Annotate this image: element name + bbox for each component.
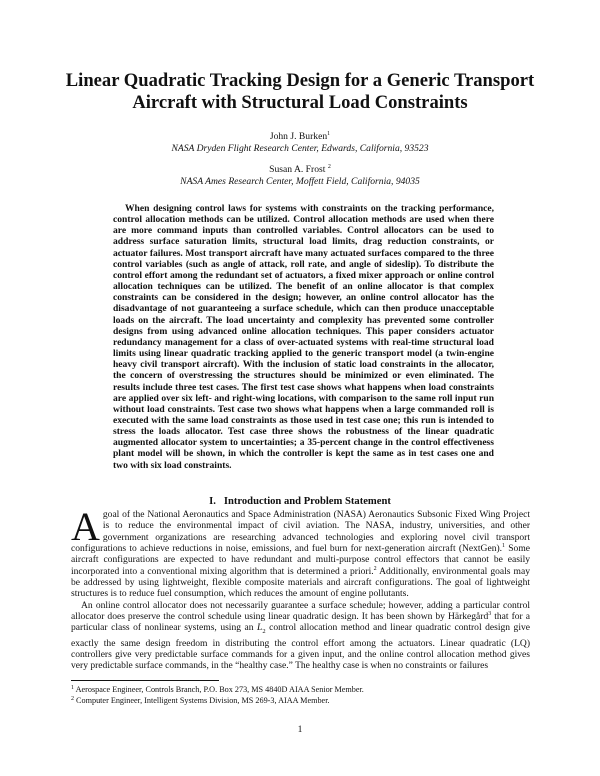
- footnote-2: [71, 696, 330, 706]
- footnote-1: [71, 685, 364, 695]
- citation-ref: 2: [373, 565, 377, 572]
- text-run: that for a particular class of nonlinear systems, using an: [71, 611, 530, 634]
- footnote-text: Aerospace Engineer, Controls Branch, P.O. Box 273, MS 4840D AIAA Senior Member.: [74, 685, 364, 694]
- text-run: An online control allocator does not necessarily guarantee a surface schedule; however, adding a particular control allocator does preserve the control schedule using linear quadratic design. It has been shown by Härkegård: [71, 599, 530, 623]
- author-affiliation: NASA Ames Research Center, Moffett Field, California, 94035: [180, 175, 420, 187]
- math-subscript: 2: [262, 628, 266, 636]
- author-footnote-mark: 1: [327, 131, 331, 137]
- citation-ref: 1: [502, 543, 506, 550]
- footnote-mark: 1: [71, 685, 74, 691]
- paragraph: [71, 504, 530, 600]
- body-text: [71, 504, 530, 672]
- footnote-mark: 2: [71, 696, 74, 702]
- text-run: Some aircraft configurations are expected to have redundant and multi-purpose control effectors that cannot be easily incorporated into a conventional mixing algorithm that is determined a priori.: [71, 543, 530, 577]
- text-run: control allocation method and linear quadratic control design give exactly the same design freedom in distributing the control effort among the actuators. Linear quadratic (LQ) controllers give very predictable surface commands for a given input, and the online control allocation method gives very predictable surface commands, in the “healthy case.” The healthy case is when no constraints or failures: [71, 622, 530, 672]
- author-2: [40, 164, 560, 187]
- author-1: [40, 131, 560, 154]
- citation-ref: 3: [488, 611, 492, 618]
- author-footnote-mark: 2: [327, 164, 331, 170]
- drop-cap: A: [71, 504, 100, 549]
- page-number: 1: [297, 724, 303, 735]
- author-name: John J. Burken: [269, 131, 328, 142]
- author-affiliation: NASA Dryden Flight Research Center, Edwards, California, 93523: [171, 142, 429, 154]
- author-name: Susan A. Frost: [269, 164, 326, 175]
- footnote-text: Computer Engineer, Intelligent Systems Division, MS 269-3, AIAA Member.: [74, 696, 330, 705]
- section-heading: I. Introduction and Problem Statement: [209, 496, 391, 507]
- paper-title: Linear Quadratic Tracking Design for a Generic Transport Aircraft with Structural Load Constraints: [65, 70, 535, 113]
- paragraph: [71, 600, 530, 672]
- math-l2: L: [257, 622, 263, 634]
- footnote-rule: [71, 680, 219, 681]
- text-run: Additionally, environmental goals may be addressed by using lightweight, flexible composite materials and aircraft configurations. The goal of lightweight structures is to reduce fuel consumption, which reduces the amount of engine pollutants.: [71, 565, 530, 600]
- abstract: When designing control laws for systems with constraints on the tracking performance, control allocation methods can be utilized. Control allocation methods are used when there are more command inputs than controlled variables. Control allocators can be used to address surface saturation limits, structural load limits, drag reduction constraints, or actuator failures. Most transport aircraft have many actuated surfaces compared to the three control variables (such as angle of attack, roll rate, and angle of sideslip). To distribute the control effort among the redundant set of actuators, a fixed mixer approach or online control allocation techniques can be utilized. The benefit of an online allocator is that complex constraints can be considered in the design; however, an online control allocator has the disadvantage of not guaranteeing a surface schedule, which can then produce unacceptable loads on the aircraft. The load uncertainty and complexity has prevented some controller designs from using advanced online allocation techniques. This paper considers actuator redundancy management for a class of over-actuated systems with real-time structural load limits using linear quadratic tracking applied to the generic transport model (a twin-engine heavy civil transport aircraft). With the inclusion of static load constraints in the allocator, the concern of overstressing the structures should be minimized or even eliminated. The results include three test cases. The first test case shows what happens when load constraints are applied over six left- and right-wing locations, with comparison to the same roll input run without load constraints. Test case two shows what happens when a large commanded roll is executed with the same load constraints as those used in test case one; this run is intended to stress the loads allocator. Test case three shows the robustness of the linear quadratic augmented allocator system to uncertainties; a 35-percent change in the control effectiveness plant model will be shown, in which the controller is kept the same as in test cases one and two with six load constraints.: [113, 203, 494, 471]
- text-run: goal of the National Aeronautics and Space Administration (NASA) Aeronautics Subsonic Fixed Wing Project is to reduce the environmental impact of civil aviation. The NASA, industry, universities, and other government organizations are researching advanced technologies and exploring novel civil transport configurations to achieve reductions in noise, emissions, and fuel burn for next-generation aircraft (NextGen).: [71, 509, 530, 555]
